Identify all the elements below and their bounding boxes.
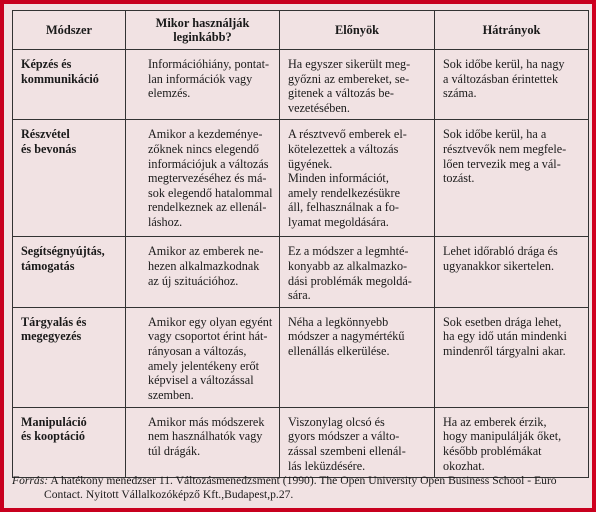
header-method: Módszer — [13, 11, 126, 50]
source-label: Forrás: — [12, 474, 49, 487]
header-advantages: Előnyök — [280, 11, 435, 50]
when-cell: Amikor az emberek ne- hezen alkalmazkodnak az új szituációhoz. — [126, 237, 280, 307]
change-methods-table-wrapper — [12, 10, 588, 478]
when-cell: Amikor a kezdeménye- zőknek nincs elegendő információjuk a változás megtervezéséhez és má- sok elegendő hatalommal rendelkeznek az ellenál- láshoz. — [126, 120, 280, 237]
header-when-used: Mikor használják leginkább? — [126, 11, 280, 50]
when-cell: Információhiány, pontat- lan információk vagy elemzés. — [126, 50, 280, 120]
table-row — [13, 50, 589, 120]
table-row — [13, 237, 589, 307]
table-row — [13, 307, 589, 407]
table-row — [13, 120, 589, 237]
method-cell: Tárgyalás és megegyezés — [13, 307, 126, 407]
method-cell: Manipuláció és kooptáció — [13, 407, 126, 477]
source-citation — [12, 474, 582, 501]
table-row — [13, 407, 589, 477]
pros-cell: Viszonylag olcsó és gyors módszer a válto- zással szembeni ellenál- lás leküzdésére. — [280, 407, 435, 477]
pros-cell: A résztvevő emberek el- kötelezettek a változás ügyének. Minden információt, amely rendelkezésükre áll, felhasználnak a fo- lyamat megoldására. — [280, 120, 435, 237]
method-cell: Részvétel és bevonás — [13, 120, 126, 237]
when-cell: Amikor más módszerek nem használhatók vagy túl drágák. — [126, 407, 280, 477]
cons-cell: Sok esetben drága lehet, ha egy idő után mindenki mindenről tárgyalni akar. — [435, 307, 589, 407]
pros-cell: Ha egyszer sikerült meg- győzni az embereket, se- gitenek a változás be- vezetésében. — [280, 50, 435, 120]
method-cell: Képzés és kommunikáció — [13, 50, 126, 120]
method-cell: Segítségnyújtás, támogatás — [13, 237, 126, 307]
source-line-1: A hatékony menedzser 11. Változásmenedzsment (1990). The Open University Open Business School - Euro — [50, 474, 557, 487]
when-cell: Amikor egy olyan egyént vagy csoportot érint hát- rányosan a változás, amely jelentékeny erőt képvisel a változással szemben. — [126, 307, 280, 407]
cons-cell: Ha az emberek érzik, hogy manipulálják őket, később problémákat okozhat. — [435, 407, 589, 477]
cons-cell: Sok időbe kerül, ha nagy a változásban érintettek száma. — [435, 50, 589, 120]
cons-cell: Sok időbe kerül, ha a résztvevők nem megfele- lően tervezik meg a vál- tozást. — [435, 120, 589, 237]
header-disadvantages: Hátrányok — [435, 11, 589, 50]
table-header-row — [13, 11, 589, 50]
source-line-2: Contact. Nyitott Vállalkozóképző Kft.,Budapest,p.27. — [44, 487, 294, 501]
cons-cell: Lehet időrabló drága és ugyanakkor sikertelen. — [435, 237, 589, 307]
pros-cell: Ez a módszer a legmhté- konyabb az alkalmazko- dási problémák megoldá- sára. — [280, 237, 435, 307]
pros-cell: Néha a legkönnyebb módszer a nagymértékű ellenállás elkerülése. — [280, 307, 435, 407]
change-methods-table — [12, 10, 589, 478]
